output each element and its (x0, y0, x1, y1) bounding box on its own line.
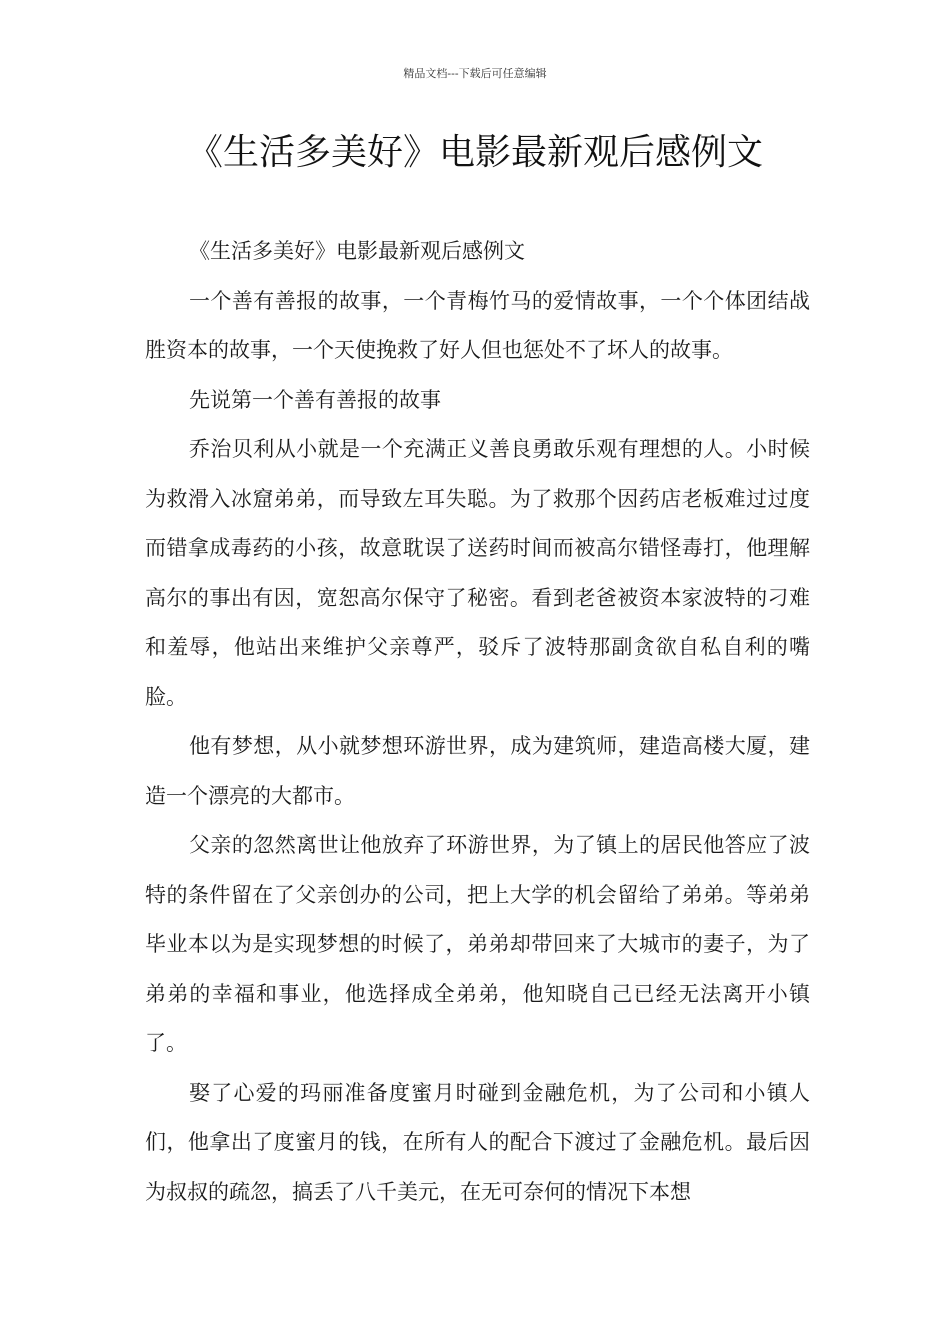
paragraph-sacrifice: 父亲的忽然离世让他放弃了环游世界，为了镇上的居民他答应了波特的条件留在了父亲创办的公司，把上大学的机会留给了弟弟。等弟弟毕业本以为是实现梦想的时候了，弟弟却带回来了大城市的妻子，为了弟弟的幸福和事业，他选择成全弟弟，他知晓自己已经无法离开小镇了。 (145, 833, 810, 1055)
paragraph-section-heading: 先说第一个善有善报的故事 (189, 387, 441, 412)
header-note: 精品文档---下载后可任意编辑 (403, 67, 547, 80)
document-body (145, 227, 810, 1217)
paragraph-childhood: 乔治贝利从小就是一个充满正义善良勇敢乐观有理想的人。小时候为救滑入冰窟弟弟，而导致左耳失聪。为了救那个因药店老板难过过度而错拿成毒药的小孩，故意耽误了送药时间而被高尔错怪毒打，他理解高尔的事出有因，宽恕高尔保守了秘密。看到老爸被资本家波特的刁难和羞辱，他站出来维护父亲尊严，驳斥了波特那副贪欲自私自利的嘴脸。 (145, 437, 810, 709)
paragraph-dream: 他有梦想，从小就梦想环游世界，成为建筑师，建造高楼大厦，建造一个漂亮的大都市。 (145, 734, 810, 808)
paragraph-intro: 一个善有善报的故事，一个青梅竹马的爱情故事，一个个体团结战胜资本的故事，一个天使挽救了好人但也惩处不了坏人的故事。 (145, 288, 810, 362)
paragraph-marriage: 娶了心爱的玛丽准备度蜜月时碰到金融危机，为了公司和小镇人们，他拿出了度蜜月的钱，在所有人的配合下渡过了金融危机。最后因为叔叔的疏忽，搞丢了八千美元，在无可奈何的情况下本想 (145, 1080, 810, 1204)
paragraph-subtitle: 《生活多美好》电影最新观后感例文 (189, 239, 525, 263)
document-title: 《生活多美好》电影最新观后感例文 (186, 132, 763, 173)
